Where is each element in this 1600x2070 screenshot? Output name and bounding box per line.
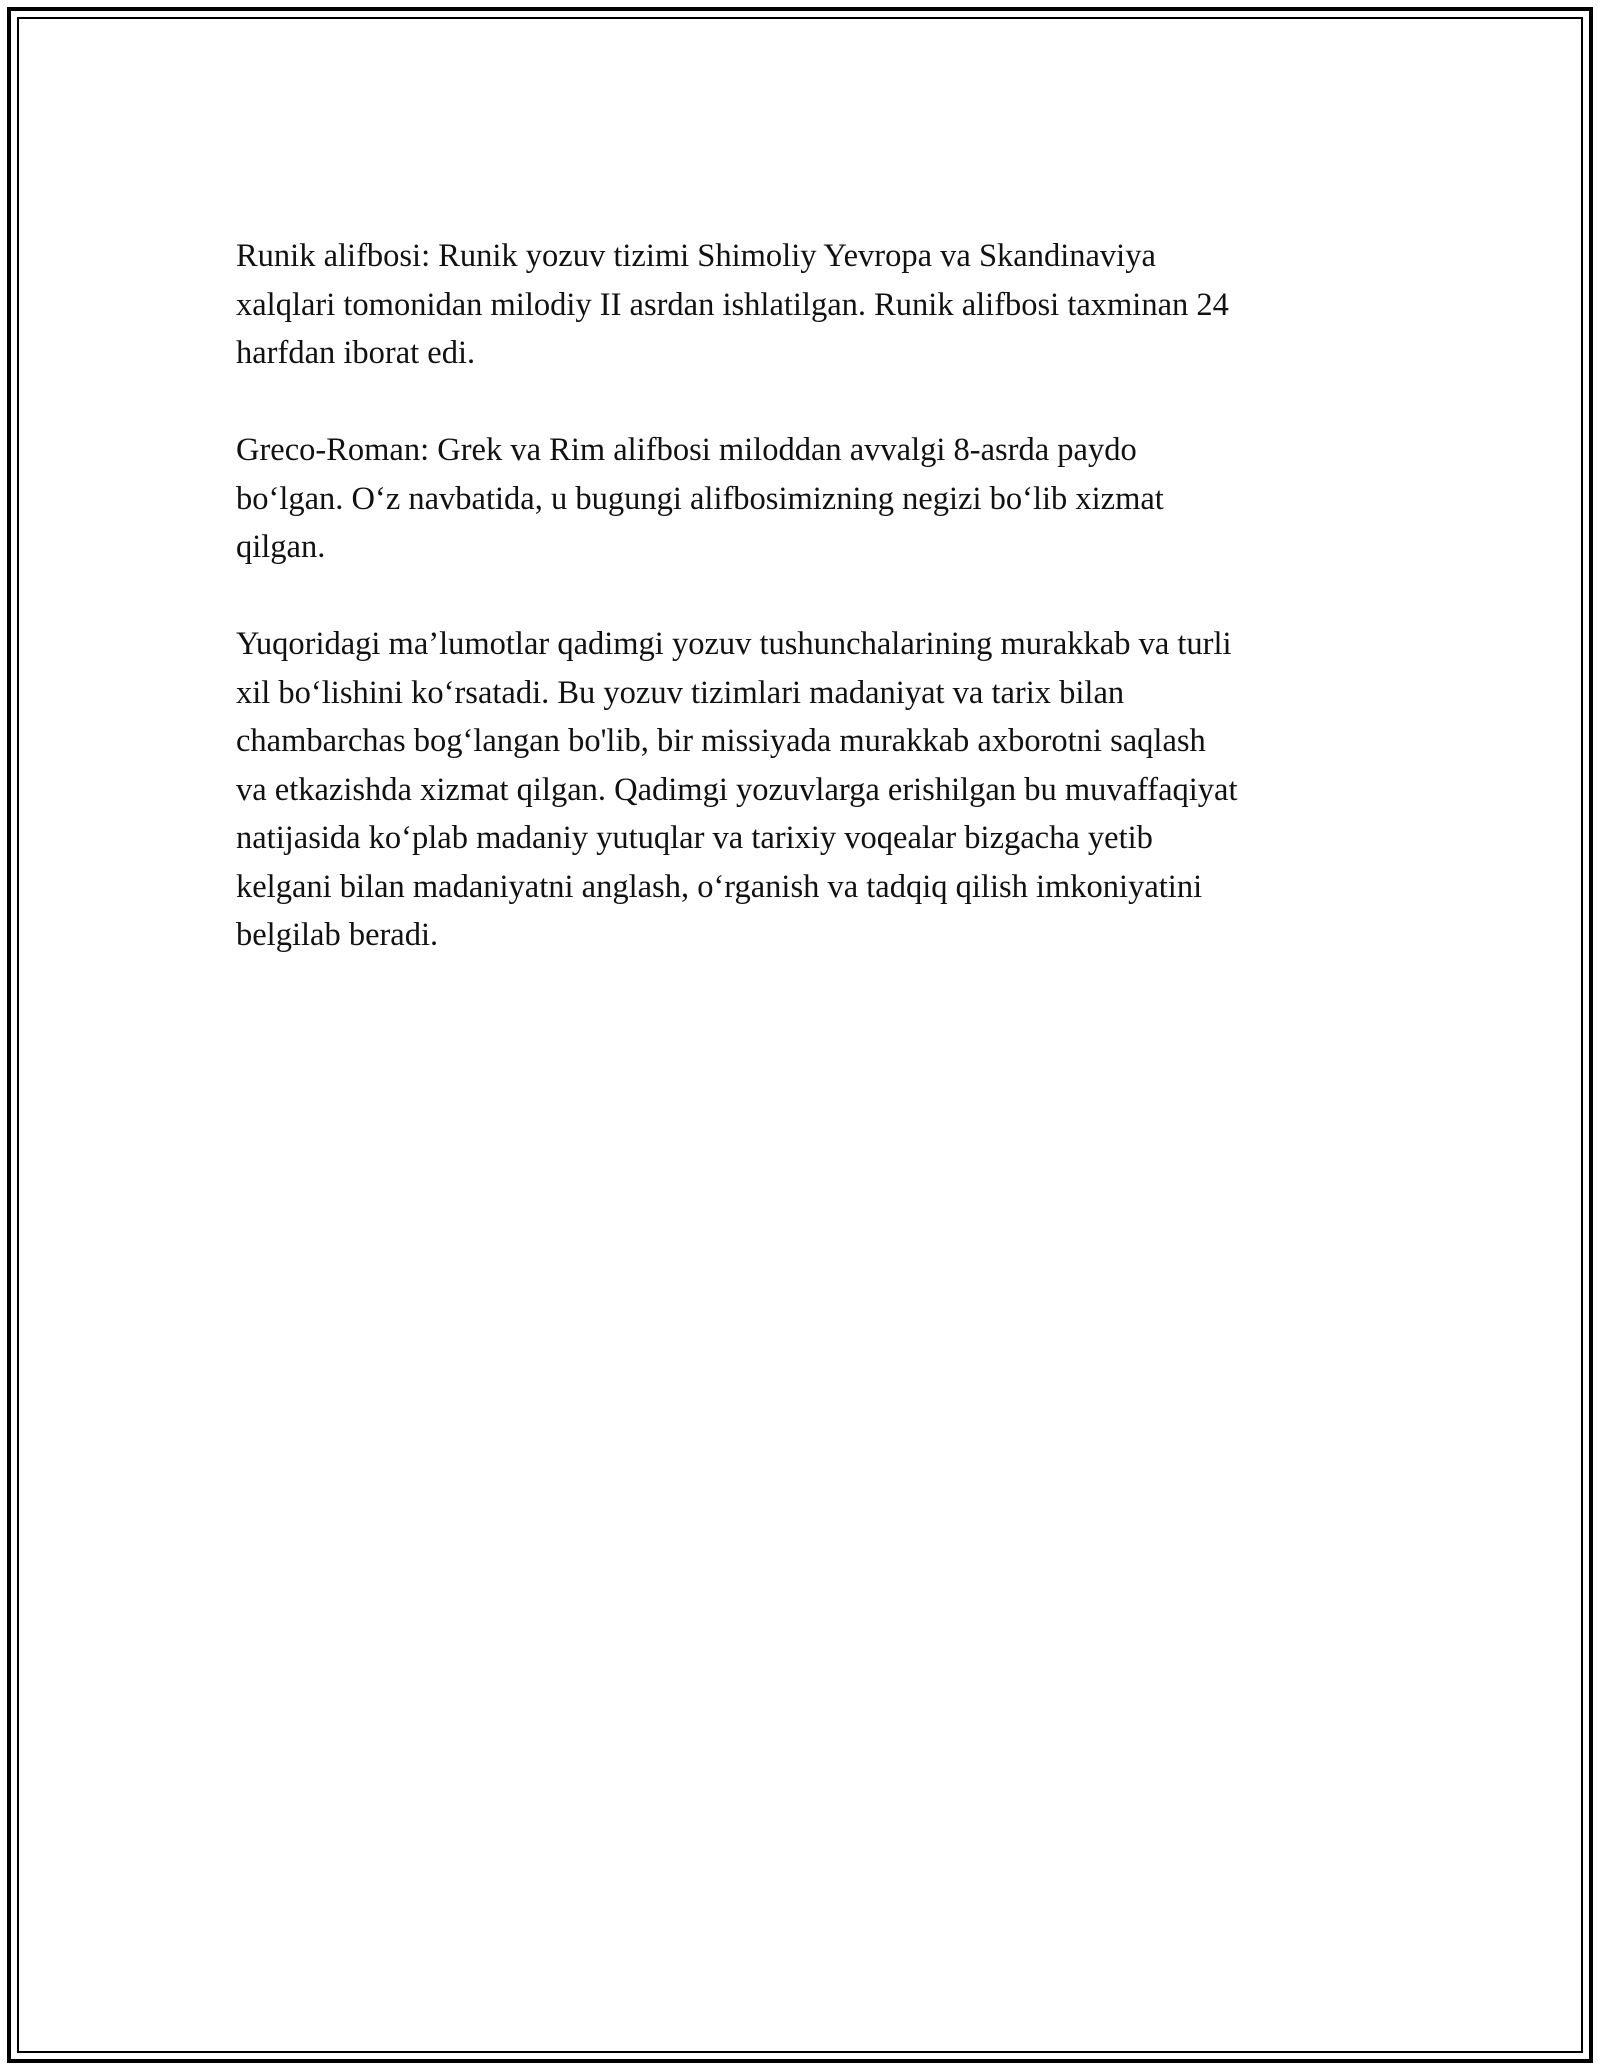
document-body	[236, 232, 1376, 1008]
paragraph-greco-roman: Greco-Roman: Grek va Rim alifbosi miloddan avvalgi 8-asrda paydo bo‘lgan. O‘z navbatida, u bugungi alifbosimizning negizi bo‘lib xizmat qilgan.	[236, 432, 1164, 565]
paragraph-runic-alphabet: Runik alifbosi: Runik yozuv tizimi Shimoliy Yevropa va Skandinaviya xalqlari tomonidan milodiy II asrdan ishlatilgan. Runik alifbosi taxminan 24 harfdan iborat edi.	[236, 238, 1229, 371]
paragraph-conclusion: Yuqoridagi ma’lumotlar qadimgi yozuv tushunchalarining murakkab va turli xil bo‘lishini ko‘rsatadi. Bu yozuv tizimlari madaniyat va tarix bilan chambarchas bog‘langan bo'lib, bir missiyada murakkab axborotni saqlash va etkazishda xizmat qilgan. Qadimgi yozuvlarga erishilgan bu muvaffaqiyat natijasida ko‘plab madaniy yutuqlar va tarixiy voqealar bizgacha yetib kelgani bilan madaniyatni anglash, o‘rganish va tadqiq qilish imkoniyatini belgilab beradi.	[236, 626, 1238, 953]
